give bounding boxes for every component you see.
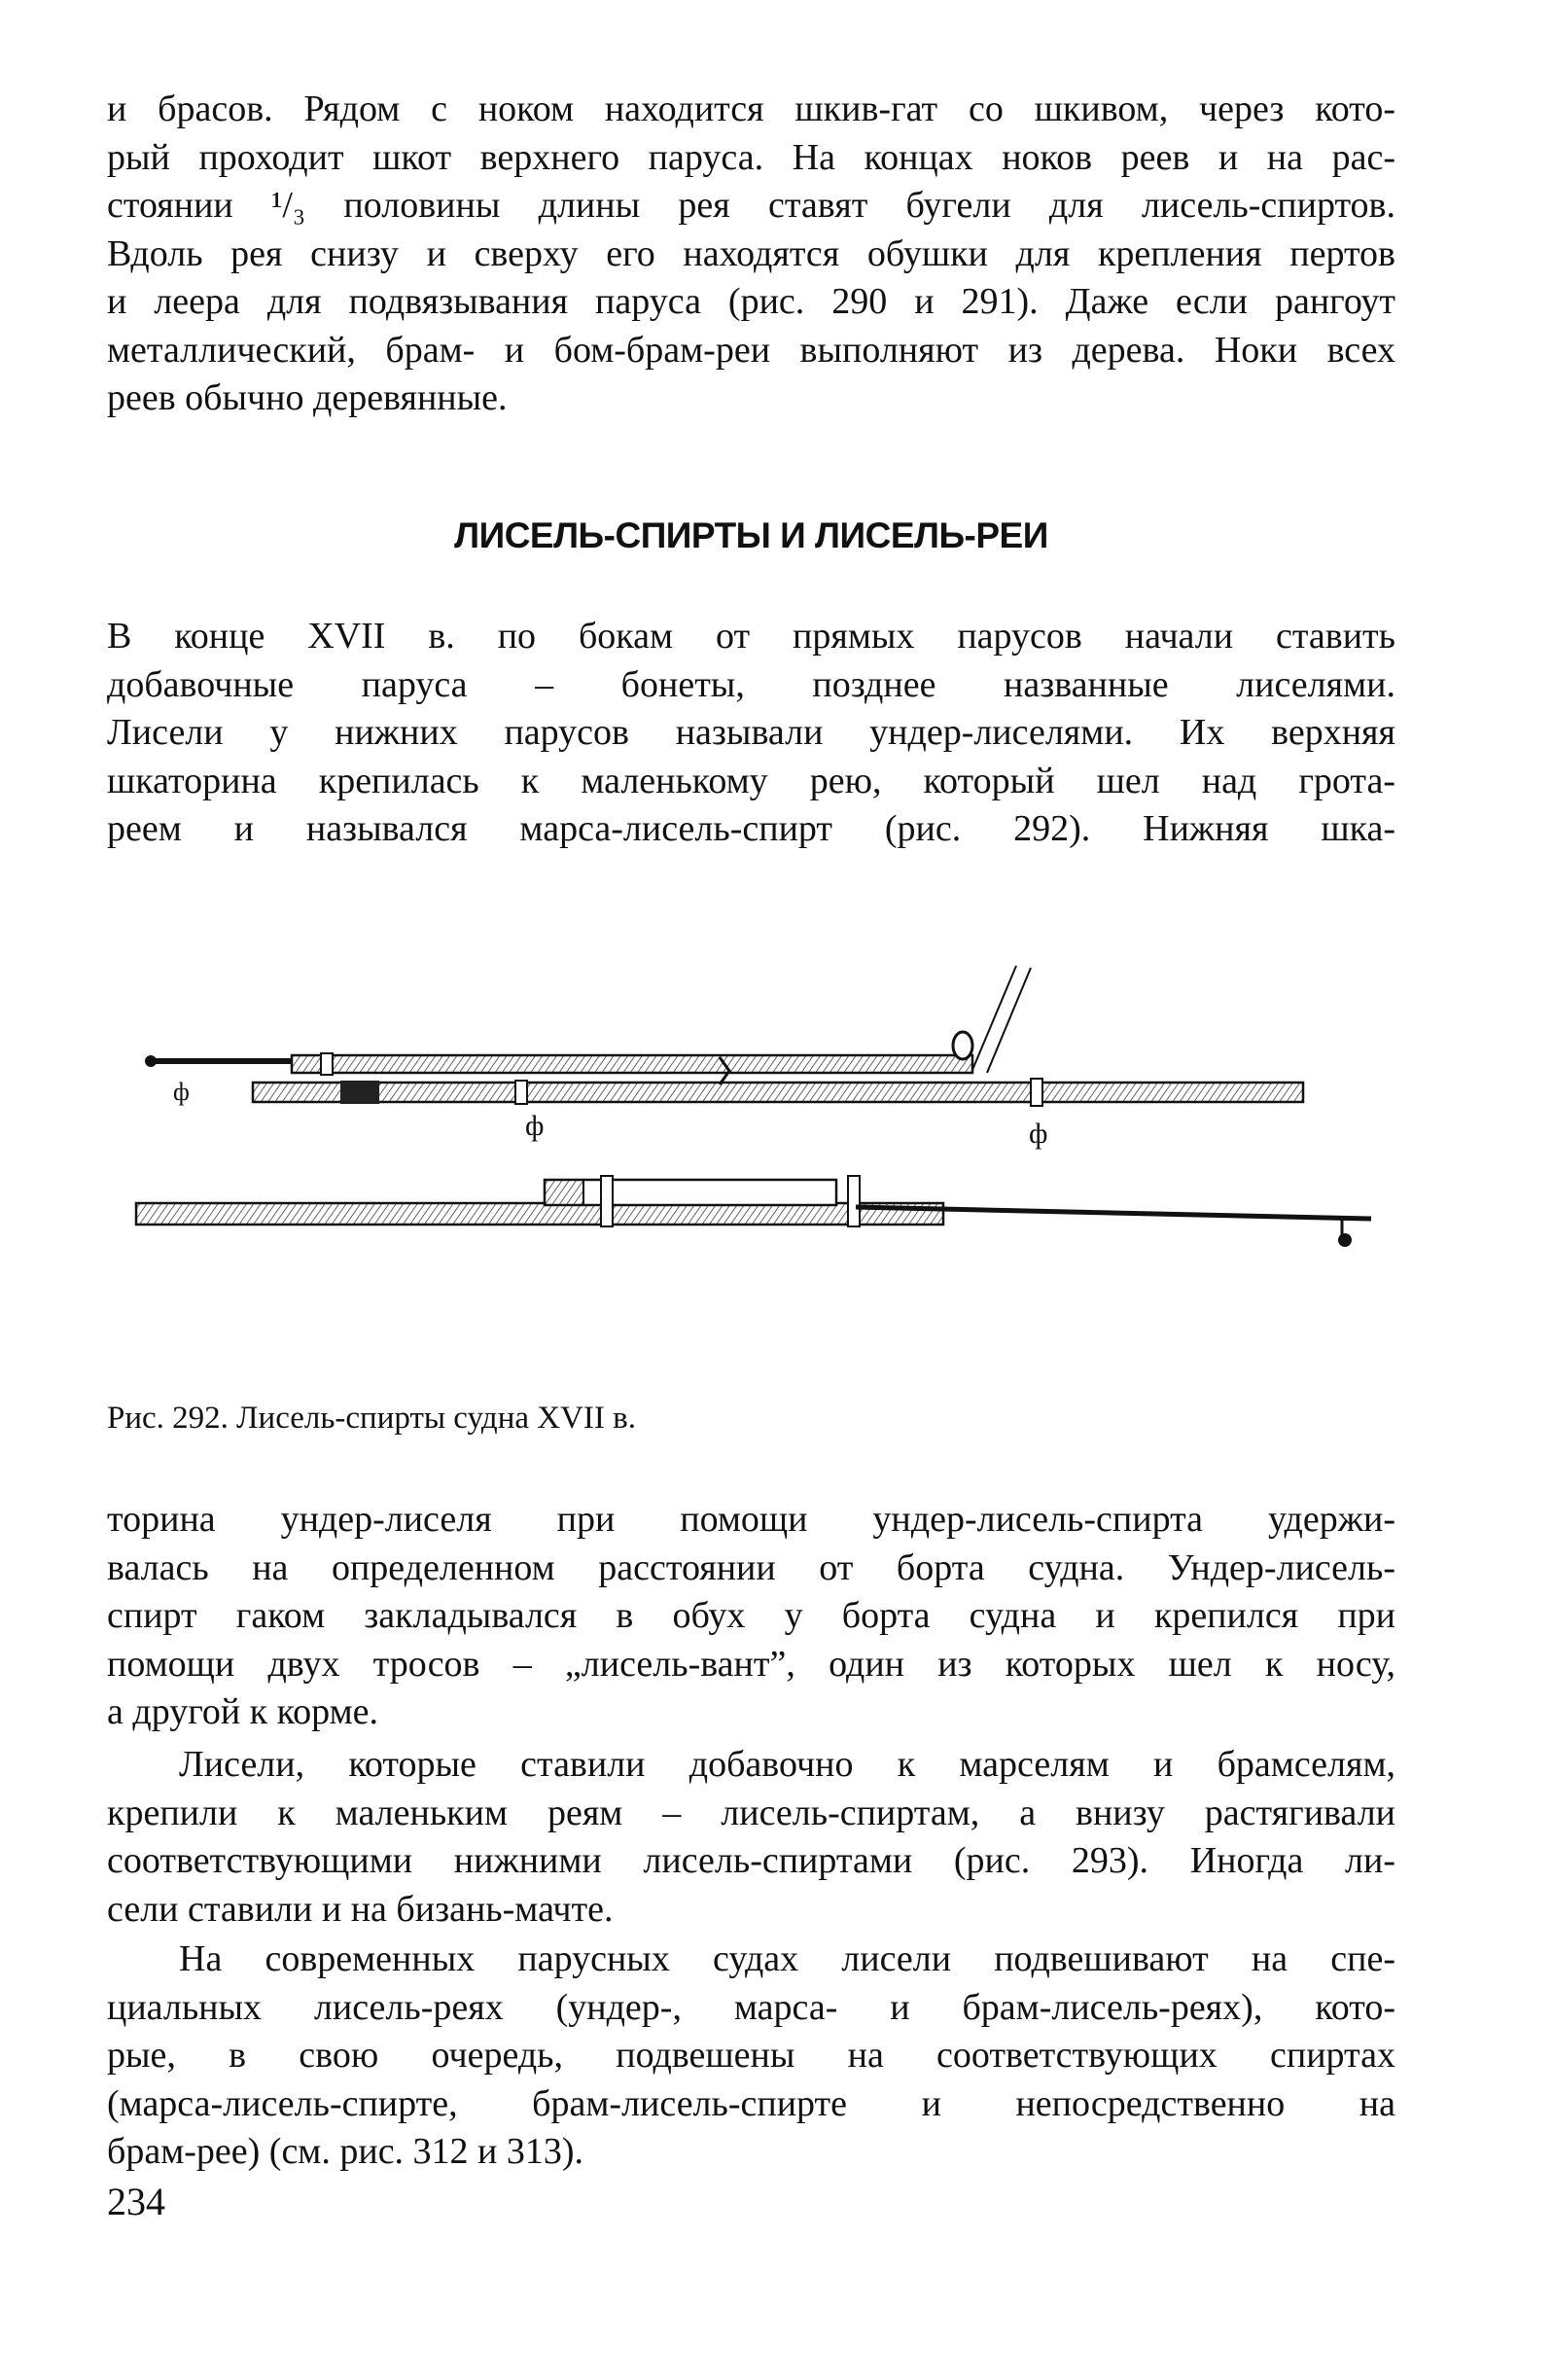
paragraph-2	[107, 613, 1395, 854]
block-glyph: ф	[173, 1078, 190, 1106]
paragraph-5	[107, 1936, 1395, 2177]
text-line: Лисели у нижних парусов называли ундер-лиселями. Их верхняя	[107, 712, 1395, 753]
text-line: торина ундер-лиселя при помощи ундер-лисель-спирта удержи-	[107, 1499, 1395, 1540]
text-line: циальных лисель-реях (ундер-, марса- и брам-лисель-реях), кото-	[107, 1986, 1395, 2028]
text-line: Лисели, которые ставили добавочно к марселям и брамселям,	[179, 1744, 1395, 1785]
paragraph-3	[107, 1496, 1395, 1737]
text-line: брам-рее) (см. рис. 312 и 313).	[107, 2131, 584, 2172]
upper-yard-drawing	[145, 966, 1303, 1150]
text-line: добавочные паруса – бонеты, позднее названные лиселями.	[107, 663, 1395, 705]
text-line: стоянии ¹/₃ половины длины рея ставят бугели для лисель-спиртов.	[107, 185, 1395, 226]
text-line: валась на определенном расстоянии от борта судна. Ундер-лисель-	[107, 1546, 1395, 1588]
section-heading: ЛИСЕЛЬ-СПИРТЫ И ЛИСЕЛЬ-РЕИ	[454, 515, 1048, 555]
text-line: реев обычно деревянные.	[107, 377, 508, 418]
text-line: (марса-лисель-спирте, брам-лисель-спирте и непосредственно на	[107, 2082, 1395, 2124]
page-number: 234	[107, 2180, 165, 2223]
text-line: спирт гаком закладывался в обух у борта судна и крепился при	[107, 1595, 1395, 1636]
text-line: рый проходит шкот верхнего паруса. На концах ноков реев и на рас-	[107, 136, 1395, 178]
figure-caption: Рис. 292. Лисель-спирты судна XVII в.	[107, 1401, 636, 1436]
text-line: сели ставили и на бизань-мачте.	[107, 1888, 614, 1930]
paragraph-1	[107, 86, 1395, 423]
text-line: В конце XVII в. по бокам от прямых парусов начали ставить	[107, 616, 1395, 657]
text-line: металлический, брам- и бом-брам-реи выполняют из дерева. Ноки всех	[107, 329, 1395, 371]
text-line: крепили к маленьким реям – лисель-спиртам, а внизу растягивали	[107, 1792, 1395, 1833]
text-line: и леера для подвязывания паруса (рис. 290 и 291). Даже если рангоут	[107, 281, 1395, 322]
text-line: соответствующими нижними лисель-спиртами (рис. 293). Иногда ли-	[107, 1840, 1395, 1881]
figure-292-studding-sail-booms	[97, 948, 1400, 1298]
text-line: реем и назывался марса-лисель-спирт (рис. 292). Нижняя шка-	[107, 808, 1395, 849]
text-line: На современных парусных судах лисели подвешивают на спе-	[179, 1938, 1395, 1979]
block-glyph: ф	[1029, 1118, 1048, 1150]
text-line: помощи двух тросов – „лисель-вант”, один из которых шел к носу,	[107, 1643, 1395, 1685]
block-glyph: ф	[525, 1110, 545, 1142]
text-line: рые, в свою очередь, подвешены на соответствующих спиртах	[107, 2035, 1395, 2076]
text-line: а другой к корме.	[107, 1691, 379, 1732]
lower-yard-drawing	[136, 1176, 1371, 1247]
text-line: и брасов. Рядом с ноком находится шкив-гат со шкивом, через кото-	[107, 89, 1395, 129]
paragraph-4	[107, 1741, 1395, 1934]
text-line: шкаторина крепилась к маленькому рею, который шел над грота-	[107, 760, 1395, 801]
text-line: Вдоль рея снизу и сверху его находятся обушки для крепления пертов	[107, 232, 1395, 274]
